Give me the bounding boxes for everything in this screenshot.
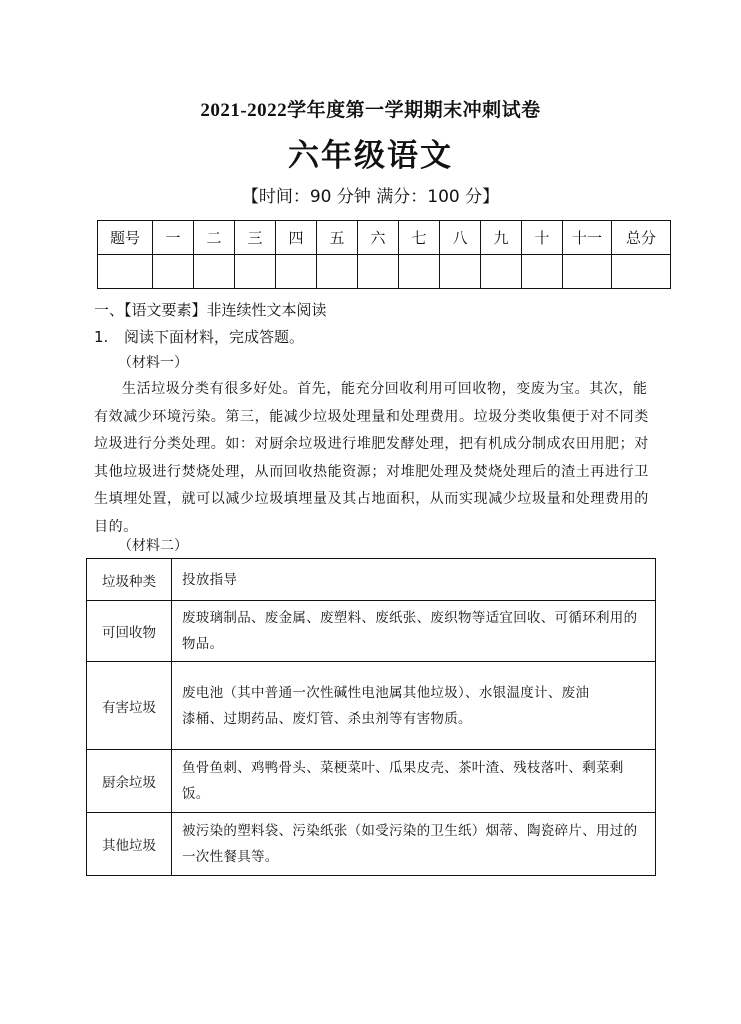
guide-text-cell xyxy=(172,750,656,813)
score-blank-cell[interactable] xyxy=(98,255,153,289)
score-blank-cell[interactable] xyxy=(317,255,358,289)
score-blank-cell[interactable] xyxy=(399,255,440,289)
score-header-cell: 十一 xyxy=(563,221,612,255)
guide-row-recyclable xyxy=(87,601,656,662)
guide-type-cell: 其他垃圾 xyxy=(87,813,172,876)
score-header-cell: 十 xyxy=(522,221,563,255)
material-1-label: （材料一） xyxy=(118,355,188,371)
score-header-cell: 七 xyxy=(399,221,440,255)
guide-row-kitchen xyxy=(87,750,656,813)
score-blank-cell[interactable] xyxy=(358,255,399,289)
score-blank-cell[interactable] xyxy=(481,255,522,289)
guide-type-cell: 有害垃圾 xyxy=(87,662,172,750)
score-blank-cell[interactable] xyxy=(153,255,194,289)
score-blank-cell[interactable] xyxy=(522,255,563,289)
score-header-cell: 四 xyxy=(276,221,317,255)
score-header-cell: 五 xyxy=(317,221,358,255)
guide-text-cell xyxy=(172,601,656,662)
score-header-cell: 一 xyxy=(153,221,194,255)
score-blank-cell[interactable] xyxy=(276,255,317,289)
question-number: 1. xyxy=(94,328,109,346)
score-blank-cell[interactable] xyxy=(235,255,276,289)
question-text: 阅读下面材料，完成答题。 xyxy=(124,328,305,346)
score-header-cell: 题号 xyxy=(98,221,153,255)
guide-header-type: 垃圾种类 xyxy=(87,559,172,601)
score-blank-cell[interactable] xyxy=(440,255,481,289)
guide-line: 废玻璃制品、废金属、废塑料、废纸张、废织物等适宜回收、可循环利用的物品。 xyxy=(182,610,638,652)
question-1 xyxy=(94,326,304,347)
score-table-blank-row xyxy=(98,255,671,289)
score-table xyxy=(97,220,671,289)
score-header-cell: 六 xyxy=(358,221,399,255)
score-header-cell: 八 xyxy=(440,221,481,255)
score-blank-cell[interactable] xyxy=(563,255,612,289)
material-1-body xyxy=(94,376,654,541)
exam-title: 2021-2022学年度第一学期期末冲刺试卷 xyxy=(200,100,541,121)
subject-title: 六年级语文 xyxy=(288,138,453,174)
score-table-header-row xyxy=(98,221,671,255)
guide-text-cell xyxy=(172,662,656,750)
time-score-info: 【时间：90 分钟 满分：100 分】 xyxy=(241,187,500,207)
section-heading: 一、【语文要素】非连续性文本阅读 xyxy=(94,301,327,319)
guide-line: 废电池（其中普通一次性碱性电池属其他垃圾）、水银温度计、废油 xyxy=(182,684,590,701)
guide-type-cell: 厨余垃圾 xyxy=(87,750,172,813)
guide-text-cell xyxy=(172,813,656,876)
guide-header-row xyxy=(87,559,656,601)
score-blank-cell[interactable] xyxy=(612,255,671,289)
guide-header-guide: 投放指导 xyxy=(172,559,656,601)
garbage-guide-table xyxy=(86,558,656,876)
score-header-cell: 九 xyxy=(481,221,522,255)
guide-row-other xyxy=(87,813,656,876)
guide-line: 鱼骨鱼刺、鸡鸭骨头、菜梗菜叶、瓜果皮壳、茶叶渣、残枝落叶、剩菜剩饭。 xyxy=(182,760,624,802)
guide-line: 被污染的塑料袋、污染纸张（如受污染的卫生纸）烟蒂、陶瓷碎片、用过的一次性餐具等。 xyxy=(182,823,638,865)
score-header-cell: 三 xyxy=(235,221,276,255)
score-blank-cell[interactable] xyxy=(194,255,235,289)
material-1-text: 生活垃圾分类有很多好处。首先，能充分回收利用可回收物，变废为宝。其次，能有效减少环境污染。第三，能减少垃圾处理量和处理费用。垃圾分类收集便于对不同类垃圾进行分类处理。如：对厨余垃圾进行堆肥发酵处理，把有机成分制成农田用肥；对其他垃圾进行焚烧处理，从而回收热能资源；对堆肥处理及焚烧处理后的渣土再进行卫生填埋处置，就可以减少垃圾填埋量及其占地面积，从而实现减少垃圾量和处理费用的目的。 xyxy=(94,381,649,535)
score-header-cell: 总分 xyxy=(612,221,671,255)
guide-line: 漆桶、过期药品、废灯管、杀虫剂等有害物质。 xyxy=(182,710,472,727)
material-2-label: （材料二） xyxy=(118,538,188,554)
guide-type-cell: 可回收物 xyxy=(87,601,172,662)
guide-row-hazardous xyxy=(87,662,656,750)
score-header-cell: 二 xyxy=(194,221,235,255)
